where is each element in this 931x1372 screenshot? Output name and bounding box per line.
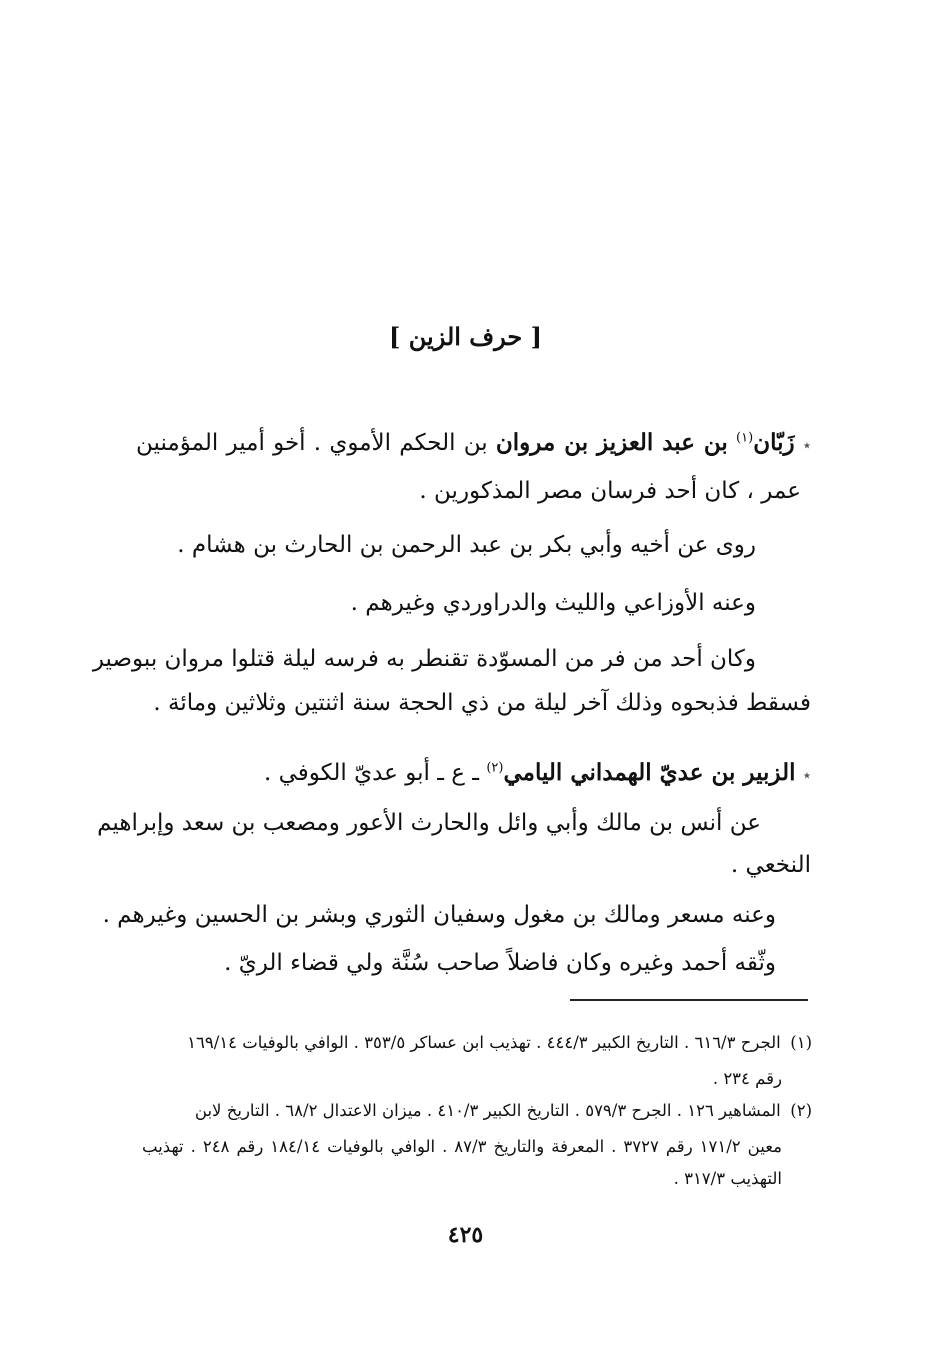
entry-2-p2: وعنه مسعر ومالك بن مغول وسفيان الثوري وبشر بن الحسين وغيرهم .: [102, 902, 776, 928]
footnote-ref-1: (١): [736, 430, 754, 446]
footnote-2-number: (٢): [790, 1101, 812, 1120]
entry-2-header-line: [136, 756, 811, 792]
section-heading: [ حرف الزين ]: [389, 322, 542, 351]
entry-2-p1-line2: النخعي .: [730, 852, 811, 878]
footnote-1-number: (١): [790, 1033, 812, 1052]
entry-2-p3: وثّقه أحمد وغيره وكان فاضلاً صاحب سُنَّة ولي قضاء الريّ .: [224, 950, 776, 976]
entry-1-line2: عمر ، كان أحد فرسان مصر المذكورين .: [419, 478, 801, 504]
footnote-2-line2: معين ١٧١/٢ رقم ٣٧٢٧ . المعرفة والتاريخ ٨٧/٣ . الوافي بالوفيات ١٨٤/١٤ رقم ٢٤٨ . تهذيب: [142, 1137, 782, 1156]
footnote-2-line3: التهذيب ٣١٧/٣ .: [673, 1169, 782, 1188]
entry-1-p3-line2: فسقط فذبحوه وذلك آخر ليلة من ذي الحجة سنة اثنتين وثلاثين ومائة .: [153, 690, 811, 716]
entry-marker: ٭: [802, 436, 812, 454]
entry-1-p1: روى عن أخيه وأبي بكر بن عبد الرحمن بن الحارث بن هشام .: [177, 532, 756, 558]
entry-1-header-line: [136, 426, 811, 462]
entry-1-lineage: بن عبد العزيز بن مروان: [495, 429, 728, 456]
footnote-2-text: المشاهير ١٢٦ . الجرح ٥٧٩/٣ . التاريخ الكبير ٤١٠/٣ . ميزان الاعتدال ٦٨/٢ . التاريخ لابن: [194, 1101, 781, 1120]
entry-1-p2: وعنه الأوزاعي والليث والدراوردي وغيرهم .: [350, 590, 756, 616]
entry-2-p1-line1: عن أنس بن مالك وأبي وائل والحارث الأعور ومصعب بن سعد وإبراهيم: [97, 810, 761, 836]
footnote-2-line1: [142, 1098, 812, 1124]
page-number: ٤٢٥: [447, 1222, 484, 1248]
footnote-1-line1: [142, 1030, 812, 1056]
entry-1-p3-line1: وكان أحد من فر من المسوّدة تقنطر به فرسه ليلة قتلوا مروان ببوصير: [92, 646, 756, 672]
footnote-1-text: الجرح ٦١٦/٣ . التاريخ الكبير ٤٤٤/٣ . تهذيب ابن عساكر ٣٥٣/٥ . الوافي بالوفيات ١٦٩/١٤: [187, 1033, 781, 1052]
entry-2-rest: ـ ع ـ أبو عديّ الكوفي .: [264, 760, 480, 786]
entry-1-name: زَبّان: [753, 429, 795, 456]
footnote-1-line2: رقم ٢٣٤ .: [712, 1069, 782, 1088]
footnote-ref-2: (٢): [486, 760, 504, 776]
entry-1-line1-rest: بن الحكم الأموي . أخو أمير المؤمنين: [136, 430, 488, 456]
entry-marker: ٭: [802, 766, 811, 784]
entry-2-name: الزبير بن عديّ الهمداني اليامي: [503, 759, 796, 786]
footnote-separator: [570, 999, 808, 1001]
